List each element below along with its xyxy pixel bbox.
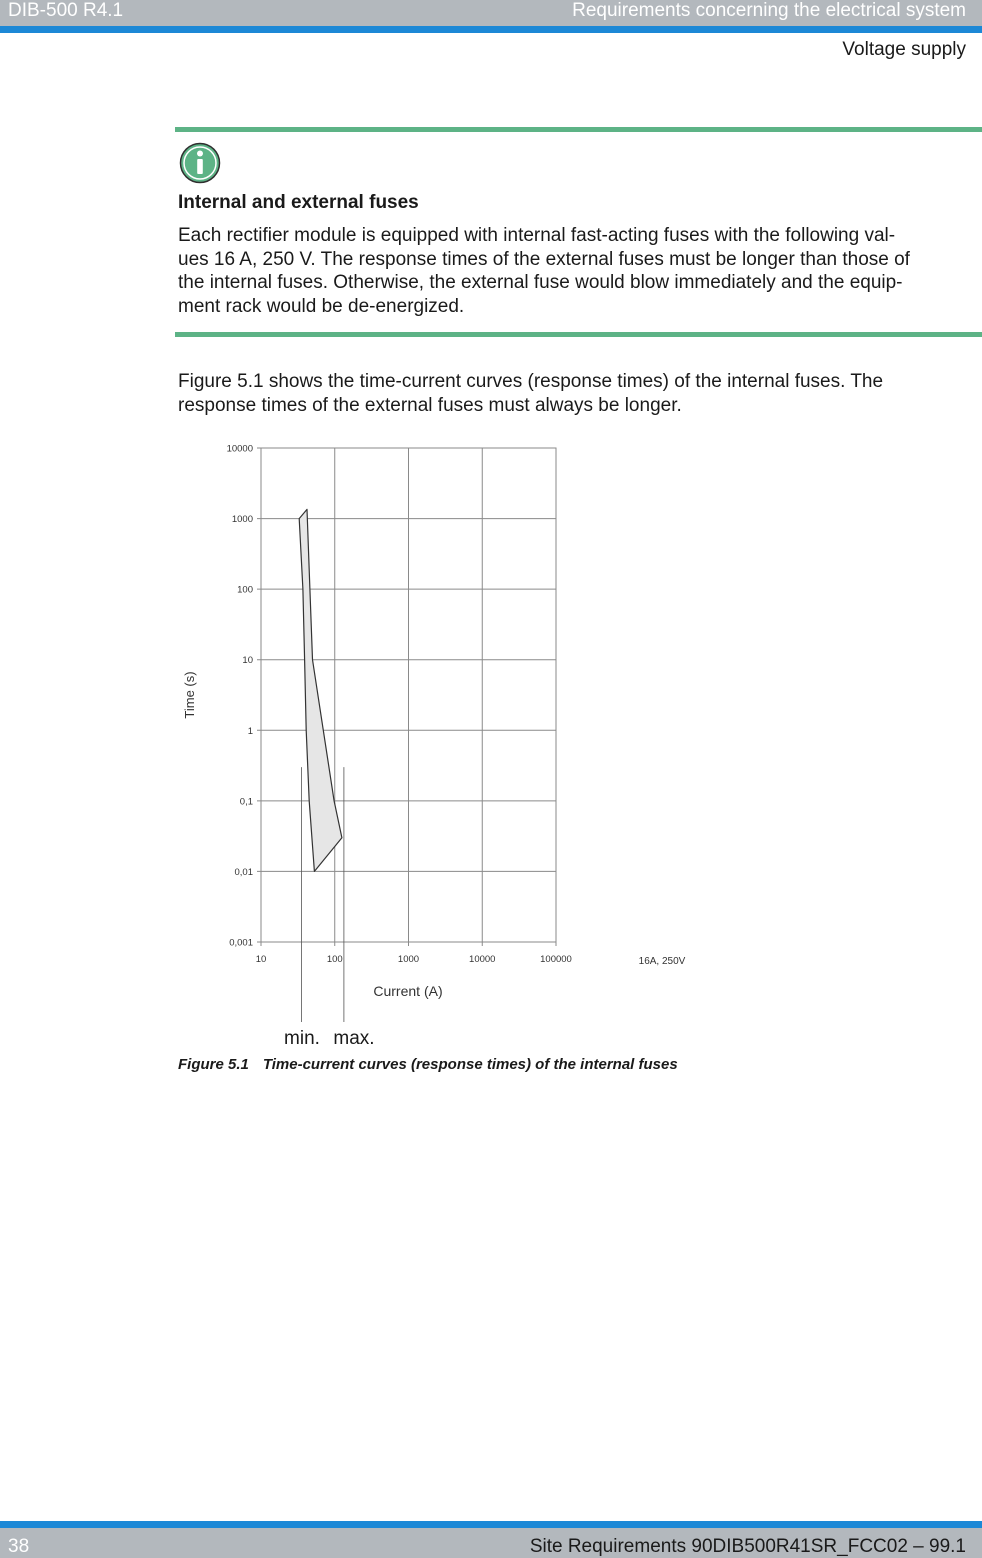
chart-ticks (227, 444, 572, 966)
document-id: DIB-500 R4.1 (8, 0, 124, 21)
chapter-title: Requirements concerning the electrical system (572, 0, 966, 21)
section-title: Voltage supply (842, 39, 966, 60)
note-line: the internal fuses. Otherwise, the external fuse would blow immediately and the equip- (178, 272, 903, 293)
y-tick-label: 10000 (226, 443, 253, 455)
y-tick-label: 1000 (231, 514, 253, 526)
fuse-rating-label: 16A, 250V (638, 956, 686, 967)
x-tick-label: 1000 (397, 954, 420, 965)
footer-accent-bar (0, 1521, 982, 1528)
y-tick-label: 0,01 (234, 866, 253, 878)
document-reference: Site Requirements 90DIB500R41SR_FCC02 – 99.1 (529, 1536, 966, 1557)
body-line: Figure 5.1 shows the time-current curves (response times) of the internal fuses. The (178, 371, 884, 392)
response-time-band (299, 509, 342, 871)
figure-number: Figure 5.1 (178, 1056, 249, 1073)
note-line: ues 16 A, 250 V. The response times of the external fuses must be longer than those of (178, 248, 910, 270)
max-label: max. (333, 1028, 375, 1049)
chart-band-layer (299, 509, 344, 1022)
y-tick-label: 100 (237, 584, 253, 596)
y-tick-label: 1 (247, 725, 253, 737)
page-number: 38 (8, 1536, 30, 1557)
x-tick-label: 100000 (540, 954, 572, 965)
note-title: Internal and external fuses (178, 192, 419, 213)
y-tick-label: 0,001 (229, 937, 253, 949)
note-line: ment rack would be de-energized. (178, 295, 465, 317)
y-axis-label: Time (s) (182, 671, 197, 719)
x-axis-label: Current (A) (373, 983, 443, 999)
x-tick-label: 10 (255, 954, 267, 965)
figure-caption-text: Time-current curves (response times) of the internal fuses (262, 1056, 678, 1073)
x-tick-label: 100 (326, 954, 343, 965)
note-line: Each rectifier module is equipped with internal fast-acting fuses with the following val- (178, 225, 896, 246)
min-label: min. (284, 1028, 320, 1049)
y-tick-label: 10 (242, 655, 253, 667)
figure-caption (178, 1056, 678, 1074)
body-line: response times of the external fuses must always be longer. (178, 394, 682, 416)
y-tick-label: 0,1 (239, 796, 253, 808)
x-tick-label: 10000 (469, 954, 496, 965)
